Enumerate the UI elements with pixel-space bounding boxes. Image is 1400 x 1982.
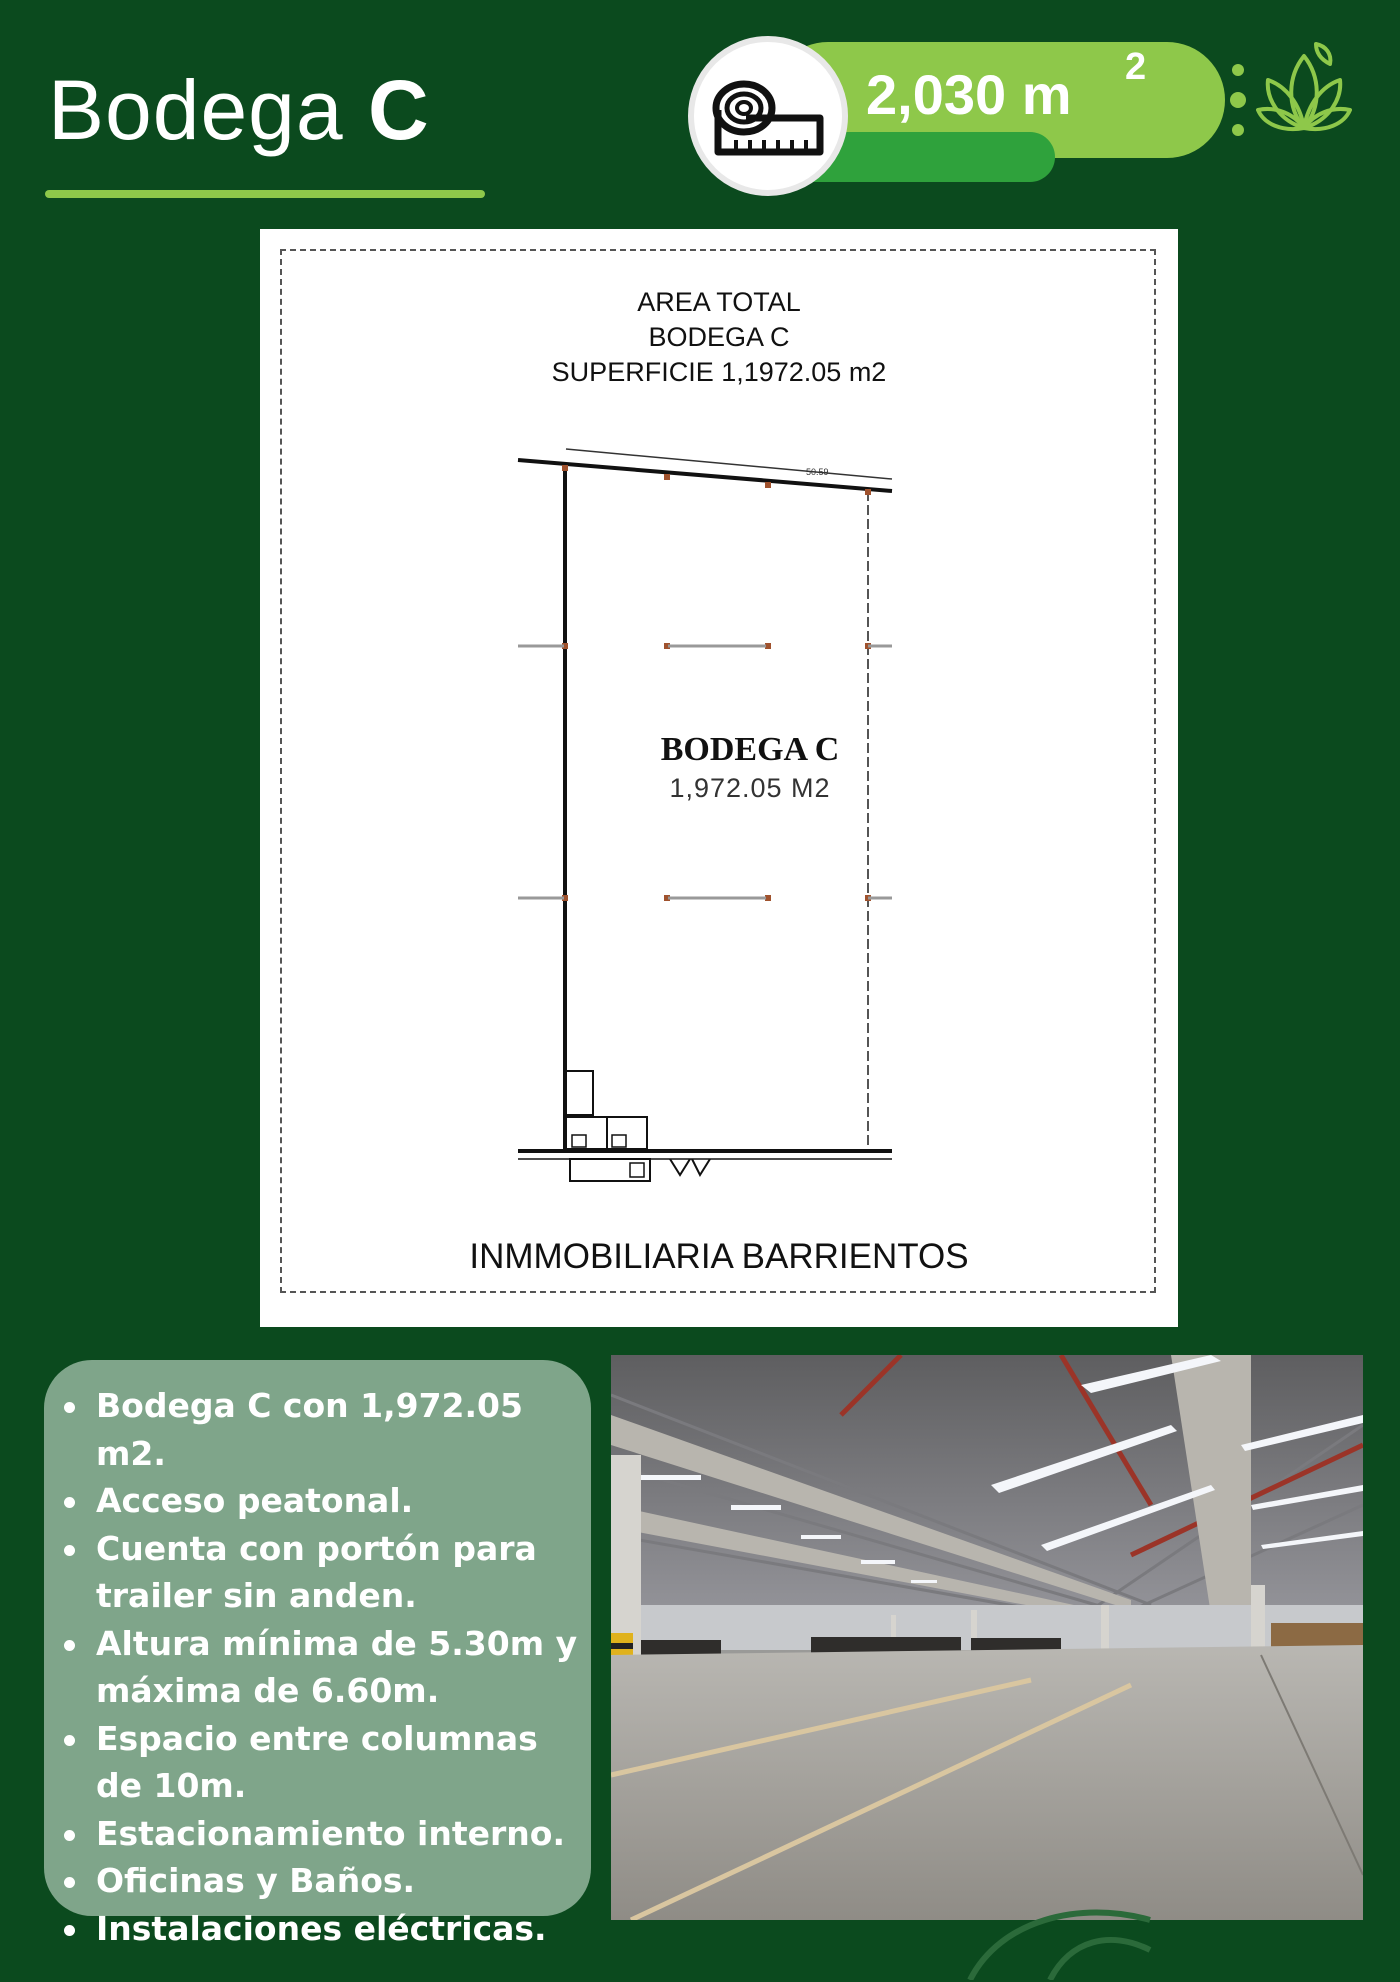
- corner-leaf-decoration: [960, 1880, 1160, 1980]
- plan-heading-line: SUPERFICIE 1,1972.05 m2: [551, 357, 887, 387]
- title-letter: C: [367, 63, 430, 157]
- lotus-icon: [1256, 36, 1352, 140]
- area-superscript: 2: [1125, 46, 1147, 88]
- plan-heading-line: BODEGA C: [648, 322, 790, 352]
- feature-item: Instalaciones eléctricas.: [96, 1905, 591, 1953]
- title-underline: [45, 190, 485, 198]
- plan-room-area: 1,972.05 M2: [669, 773, 831, 803]
- floor-plan: [260, 229, 1178, 1327]
- feature-item: Espacio entre columnas de 10m.: [96, 1715, 591, 1810]
- plan-company: INMMOBILIARIA BARRIENTOS: [469, 1237, 969, 1276]
- feature-item: Oficinas y Baños.: [96, 1857, 591, 1905]
- plan-dimension-label: 50.59: [806, 467, 829, 477]
- features-card: [44, 1360, 591, 1948]
- plan-room-title: BODEGA C: [660, 731, 840, 768]
- title-word: Bodega: [48, 63, 344, 157]
- measuring-tape-icon: [712, 78, 826, 158]
- feature-item: Altura mínima de 5.30m y máxima de 6.60m.: [96, 1620, 591, 1715]
- features-list: [44, 1360, 591, 1952]
- decor-dots: [1228, 60, 1248, 140]
- area-badge-circle: [688, 36, 848, 196]
- feature-item: Estacionamiento interno.: [96, 1810, 591, 1858]
- warehouse-interior-photo: [611, 1355, 1363, 1920]
- feature-item: Cuenta con portón para trailer sin anden.: [96, 1525, 591, 1620]
- page-title: [48, 62, 430, 159]
- feature-item: Bodega C con 1,972.05 m2.: [96, 1382, 591, 1477]
- plan-heading-line: AREA TOTAL: [637, 287, 801, 317]
- area-value: 2,030 m: [866, 63, 1072, 126]
- feature-item: Acceso peatonal.: [96, 1477, 591, 1525]
